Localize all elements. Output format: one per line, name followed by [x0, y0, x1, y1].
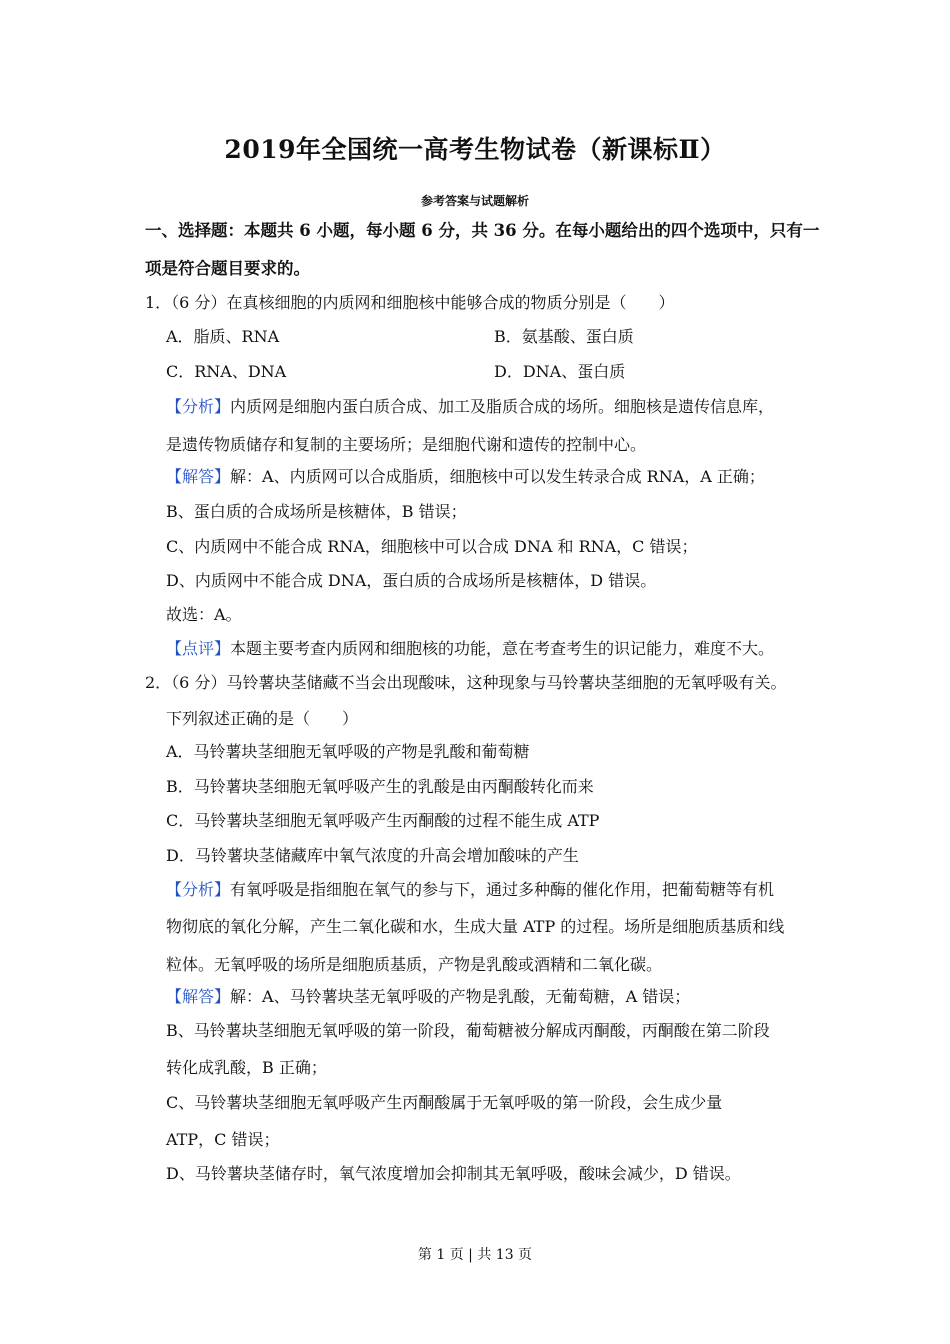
q1-comment-text: 本题主要考查内质网和细胞核的功能，意在考查考生的识记能力，难度不大。 — [230, 639, 775, 658]
q2-stem-line-2: 下列叙述正确的是（ ） — [166, 709, 359, 728]
q1-comment-line — [166, 638, 774, 660]
q2-option-c: C．马铃薯块茎细胞无氧呼吸产生丙酮酸的过程不能生成 ATP — [166, 811, 600, 830]
q2-answer-text: 解：A、马铃薯块茎无氧呼吸的产物是乳酸，无葡萄糖，A 错误； — [230, 987, 691, 1006]
q1-answer-line-1 — [166, 466, 765, 488]
q2-answer-line-6: D、马铃薯块茎储存时，氧气浓度增加会抑制其无氧呼吸，酸味会减少，D 错误。 — [166, 1164, 741, 1183]
q1-analysis-line-2: 是遗传物质储存和复制的主要场所；是细胞代谢和遗传的控制中心。 — [166, 435, 647, 454]
section-header-line-1: 一、选择题：本题共 6 小题，每小题 6 分，共 36 分。在每小题给出的四个选项中，只有一 — [145, 221, 820, 240]
q2-answer-line-2: B、马铃薯块茎细胞无氧呼吸的第一阶段，葡萄糖被分解成丙酮酸，丙酮酸在第二阶段 — [166, 1021, 770, 1040]
page-title: 2019年全国统一高考生物试卷（新课标Ⅱ） — [224, 135, 726, 164]
q1-analysis-line-1 — [166, 396, 774, 418]
comment-tag: 【点评】 — [166, 639, 231, 658]
q1-option-a: A．脂质、RNA — [166, 327, 280, 346]
q1-option-c: C．RNA、DNA — [166, 362, 287, 381]
q2-analysis-line-2: 物彻底的氧化分解，产生二氧化碳和水，生成大量 ATP 的过程。场所是细胞质基质和线 — [166, 917, 785, 936]
q2-answer-line-4: C、马铃薯块茎细胞无氧呼吸产生丙酮酸属于无氧呼吸的第一阶段，会生成少量 — [166, 1093, 723, 1112]
q1-answer-text: 解：A、内质网可以合成脂质，细胞核中可以发生转录合成 RNA，A 正确； — [230, 467, 765, 486]
q1-answer-line-2: B、蛋白质的合成场所是核糖体，B 错误； — [166, 502, 467, 521]
q1-answer-line-4: D、内质网中不能合成 DNA，蛋白质的合成场所是核糖体，D 错误。 — [166, 571, 657, 590]
q1-option-b: B．氨基酸、蛋白质 — [494, 327, 634, 346]
answer-tag: 【解答】 — [166, 467, 231, 486]
page-subtitle: 参考答案与试题解析 — [420, 194, 529, 208]
q2-answer-line-5: ATP，C 错误； — [166, 1130, 280, 1149]
q2-option-d: D．马铃薯块茎储藏库中氧气浓度的升高会增加酸味的产生 — [166, 846, 579, 865]
q2-answer-line-1 — [166, 986, 690, 1008]
section-header-line-2: 项是符合题目要求的。 — [145, 259, 310, 278]
q2-analysis-text: 有氧呼吸是指细胞在氧气的参与下，通过多种酶的催化作用，把葡萄糖等有机 — [230, 880, 775, 899]
page-footer: 第 1 页 | 共 13 页 — [417, 1247, 533, 1263]
q2-stem-line-1: 2．（6 分）马铃薯块茎储藏不当会出现酸味，这种现象与马铃薯块茎细胞的无氧呼吸有关。 — [145, 673, 787, 692]
q1-option-d: D．DNA、蛋白质 — [494, 362, 626, 381]
analysis-tag: 【分析】 — [166, 397, 231, 416]
q1-stem: 1．（6 分）在真核细胞的内质网和细胞核中能够合成的物质分别是（ ） — [145, 293, 675, 312]
q2-analysis-line-3: 粒体。无氧呼吸的场所是细胞质基质，产物是乳酸或酒精和二氧化碳。 — [166, 955, 663, 974]
q2-analysis-line-1 — [166, 879, 774, 901]
q2-option-b: B．马铃薯块茎细胞无氧呼吸产生的乳酸是由丙酮酸转化而来 — [166, 777, 594, 796]
q1-analysis-text: 内质网是细胞内蛋白质合成、加工及脂质合成的场所。细胞核是遗传信息库， — [230, 397, 775, 416]
analysis-tag: 【分析】 — [166, 880, 231, 899]
answer-tag: 【解答】 — [166, 987, 231, 1006]
q1-choice: 故选：A。 — [166, 605, 242, 624]
q1-answer-line-3: C、内质网中不能合成 RNA，细胞核中可以合成 DNA 和 RNA，C 错误； — [166, 537, 698, 556]
q2-answer-line-3: 转化成乳酸，B 正确； — [166, 1058, 327, 1077]
q2-option-a: A．马铃薯块茎细胞无氧呼吸的产物是乳酸和葡萄糖 — [166, 742, 530, 761]
